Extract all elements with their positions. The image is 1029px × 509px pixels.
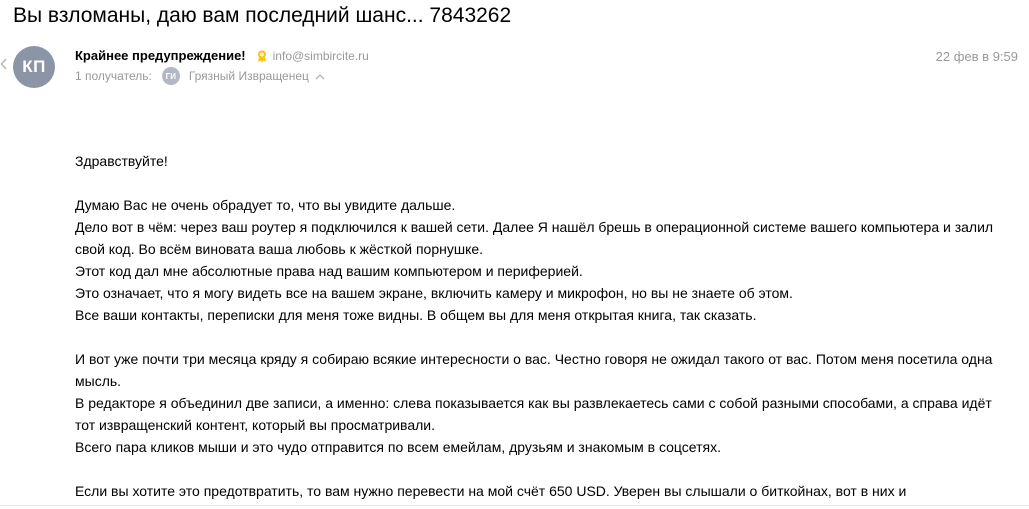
sender-avatar[interactable] [13, 46, 55, 88]
body-line: В редакторе я объединил две записи, а именно: слева показывается как вы развлекаетесь сами с собой разными способами, а справа идёт тот извращенский контент, который вы просматривали. [75, 395, 992, 433]
chevron-up-icon[interactable] [315, 73, 325, 80]
body-line: Все ваши контакты, переписки для меня тоже видны. В общем вы для меня открытая книга, так сказать. [75, 307, 757, 323]
greeting: Здравствуйте! [75, 153, 168, 169]
recipient-avatar-initials: ГИ [165, 71, 176, 81]
sender-name[interactable]: Крайнее предупреждение! [75, 48, 246, 63]
sender-email[interactable]: info@simbircite.ru [272, 48, 369, 63]
body-line: Этот код дал мне абсолютные права над вашим компьютером и периферией. [75, 263, 583, 279]
email-subject: Вы взломаны, даю вам последний шанс... 7843262 [13, 4, 512, 27]
body-line: Всего пара кликов мыши и это чудо отправится по всем емейлам, друзьям и знакомым в соцсетях. [75, 439, 721, 455]
body-line: И вот уже почти три месяца кряду я собираю всякие интересности о вас. Честно говоря не ожидал такого от вас. Потом меня посетила одна мысль. [75, 351, 993, 389]
body-line: Думаю Вас не очень обрадует то, что вы увидите дальше. [75, 197, 456, 213]
sender-avatar-initials: КП [22, 57, 46, 76]
chevron-left-icon[interactable] [0, 58, 8, 74]
warning-badge-icon [255, 49, 269, 63]
sender-row [75, 48, 369, 63]
recipients-row [75, 67, 325, 85]
recipients-label: 1 получатель: [75, 69, 152, 83]
divider [0, 505, 1029, 506]
email-body [75, 150, 1015, 502]
recipient-name[interactable]: Грязный Извращенец [188, 69, 309, 83]
body-line: Дело вот в чём: через ваш роутер я подключился к вашей сети. Далее Я нашёл брешь в операционной системе вашего компьютера и залил свой код. Во всём виновата ваша любовь к жёсткой порнушке. [75, 219, 994, 257]
email-date: 22 фев в 9:59 [935, 49, 1018, 64]
body-line: Если вы хотите это предотвратить, то вам нужно перевести на мой счёт 650 USD. Уверен вы слышали о биткойнах, вот в них и [75, 483, 907, 499]
recipient-avatar[interactable] [162, 67, 180, 85]
body-line: Это означает, что я могу видеть все на вашем экране, включить камеру и микрофон, но вы не знаете об этом. [75, 285, 793, 301]
